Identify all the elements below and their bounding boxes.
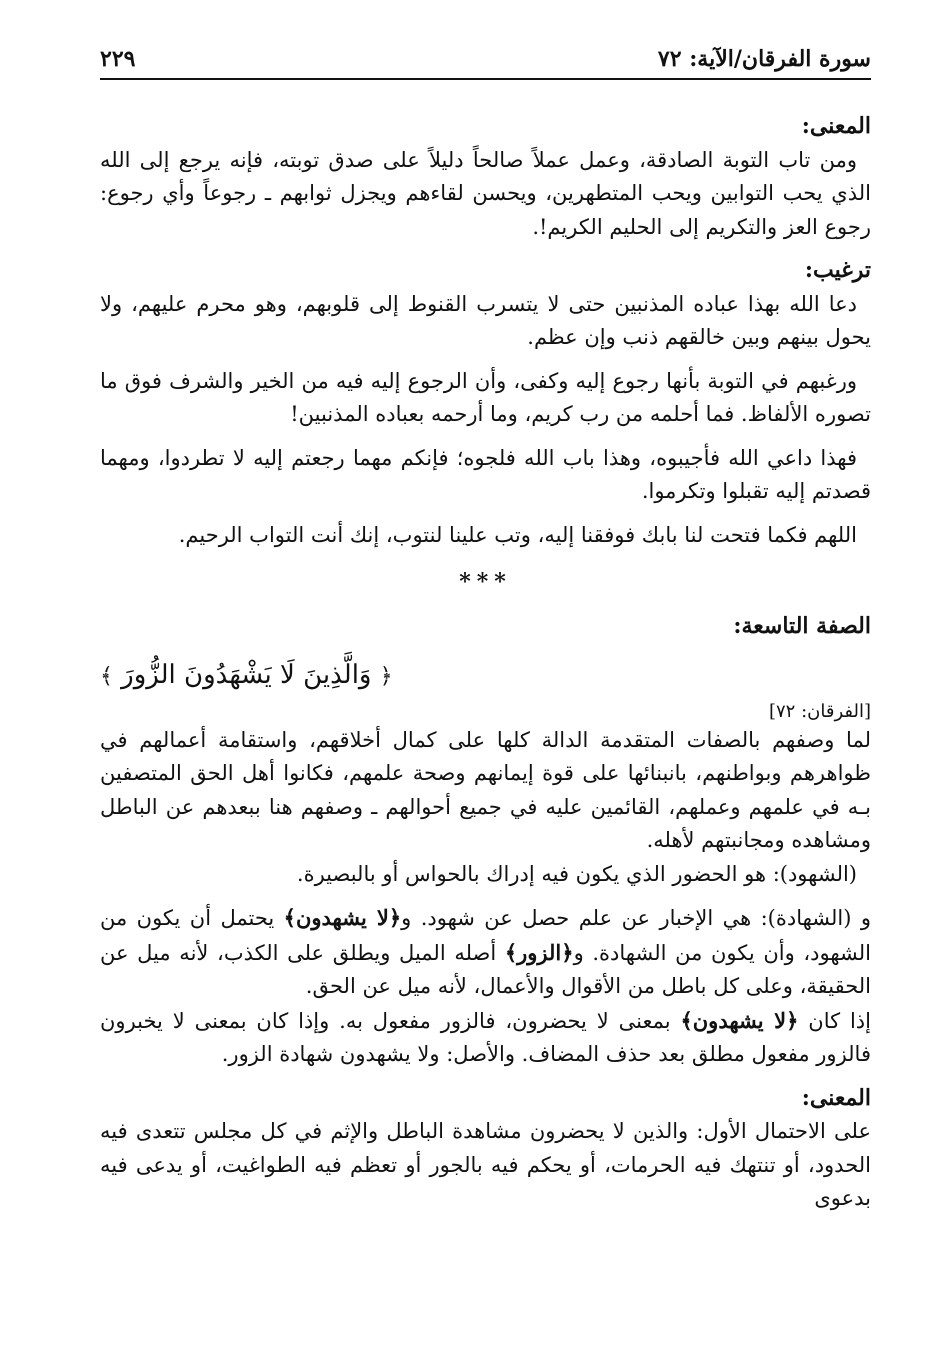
text-run: إذا كان (798, 1008, 871, 1033)
paragraph: اللهم فكما فتحت لنا بابك فوفقنا إليه، وتب علينا لنتوب، إنك أنت التواب الرحيم. (178, 522, 857, 547)
page-body (100, 80, 871, 1216)
section-heading-ninth-trait: الصفة التاسعة: (733, 612, 871, 639)
section-heading-meaning-2: المعنى: (801, 1084, 871, 1111)
running-title: سورة الفرقان/الآية: ٧٢ (657, 46, 871, 72)
verse-bracket-open: ﴿ (379, 664, 393, 689)
quran-verse (100, 659, 871, 694)
quoted-phrase: ﴿الزور﴾ (504, 939, 574, 965)
text-run: أصله الميل ويطلق على الكذب، لأنه ميل عن الحقيقة، وعلى كل باطل من الأقوال والأعمال، لأنه ميل عن الحق. (100, 940, 871, 998)
paragraph: فهذا داعي الله فأجيبوه، وهذا باب الله فلجوه؛ فإنكم مهما رجعتم إليه لا تطردوا، ومهما قصدتم إليه تقبلوا وتكرموا. (100, 445, 871, 503)
paragraph: على الاحتمال الأول: والذين لا يحضرون مشاهدة الباطل والإثم في كل مجلس تتعدى فيه الحدود، أو تنتهك فيه الحرمات، أو يحكم فيه بالجور أو تعظم فيه الطواغيت، أو يدعى فيه بدعوى (100, 1119, 871, 1210)
quoted-phrase: ﴿لا يشهدون﴾ (680, 1007, 799, 1033)
paragraph: ومن تاب التوبة الصادقة، وعمل عملاً صالحاً دليلاً على صدق توبته، فإنه يرجع إلى الله الذي يحب التوابين ويحب المتطهرين، ويحسن لقاءهم ويجزل ثوابهم ـ رجوعاً وأي رجوع: رجوع العز والتكريم إلى الحليم الكريم!. (100, 147, 871, 239)
text-run: و (الشهادة): هي الإخبار عن علم حصل عن شهود. و (401, 906, 871, 930)
text-run: بمعنى لا يحضرون، فالزور مفعول به. وإذا كان بمعنى لا يخبرون فالزور مفعول مطلق بعد حذف المضاف. والأصل: ولا يشهدون شهادة الزور. (100, 1008, 871, 1066)
section-separator: *** (459, 569, 512, 595)
page-number: ٢٢٩ (100, 46, 136, 72)
paragraph: (الشهود): هو الحضور الذي يكون فيه إدراك بالحواس أو بالبصيرة. (296, 861, 857, 886)
paragraph: دعا الله بهذا عباده المذنبين حتى لا يتسرب القنوط إلى قلوبهم، وهو محرم عليهم، ولا يحول بينهم وبين خالقهم ذنب وإن عظم. (100, 291, 871, 349)
section-heading-meaning: المعنى: (801, 113, 871, 139)
page-header (100, 38, 871, 80)
verse-reference: [الفرقان: ٧٢] (768, 700, 871, 722)
paragraph: ورغبهم في التوبة بأنها رجوع إليه وكفى، وأن الرجوع إليه فيه من الخير والشرف فوق ما تصوره الألفاظ. فما أحلمه من رب كريم، وما أرحمه بعباده المذنبين! (100, 368, 871, 426)
quoted-phrase: ﴿لا يشهدون﴾ (283, 905, 402, 930)
paragraph (100, 901, 871, 1004)
verse-text: وَالَّذِينَ لَا يَشْهَدُونَ الزُّورَ (121, 660, 372, 690)
section-heading-encouragement: ترغيب: (804, 257, 871, 283)
paragraph: لما وصفهم بالصفات المتقدمة الدالة كلها على كمال أخلاقهم، واستقامة أعمالهم في ظواهرهم وبواطنهم، بانبنائها على قوة إيمانهم وصحة علمهم، فكانوا أهل الحق المتصفين بـه في علمهم وعملهم، القائمين عليه في جميع أحوالهم ـ وصفهم هنا ببعدهم عن الباطل ومشاهده ومجانبتهم لأهله. (100, 727, 871, 852)
text-run: يحتمل أن يكون من الشهود، وأن يكون من الشهادة. و (100, 906, 871, 965)
verse-bracket-close: ﴾ (100, 664, 113, 689)
paragraph (100, 1004, 871, 1072)
